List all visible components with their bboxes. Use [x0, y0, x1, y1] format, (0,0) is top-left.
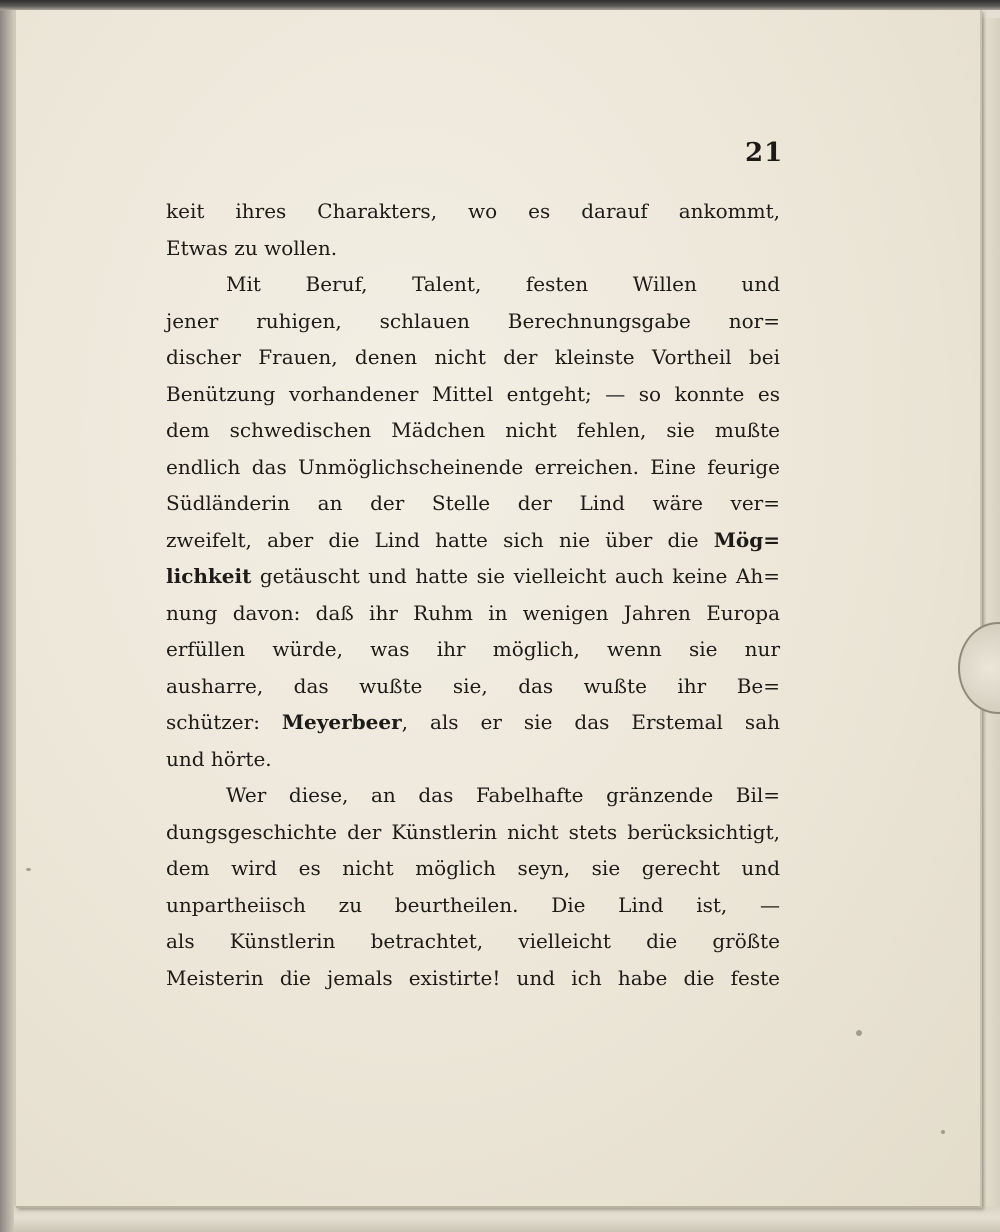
page-number: 21: [745, 138, 784, 168]
text-line: [166, 558, 780, 595]
text-segment: keit ihres Charakters, wo es darauf ankommt,: [166, 199, 780, 223]
underlying-page-edge: [980, 18, 1000, 1218]
text-segment: Etwas zu wollen.: [166, 235, 338, 260]
emphasized-text: Mög=: [713, 527, 780, 552]
text-line: [166, 814, 780, 851]
text-segment: dem wird es nicht möglich seyn, sie gerecht und: [166, 856, 780, 880]
text-segment: Wer diese, an das Fabelhafte gränzende Bil=: [226, 783, 780, 807]
text-segment: als Künstlerin betrachtet, vielleicht die größte: [166, 929, 780, 953]
text-line: [166, 960, 780, 997]
emphasized-text: lichkeit: [166, 564, 252, 588]
text-line: [166, 777, 780, 814]
text-segment: Benützung vorhandener Mittel entgeht; — so konnte es: [166, 381, 780, 406]
text-segment: zweifelt, aber die Lind hatte sich nie über die: [166, 527, 714, 552]
text-segment: unpartheiisch zu beurtheilen. Die Lind ist, —: [166, 892, 780, 917]
text-line: [166, 668, 780, 705]
text-segment: erfüllen würde, was ihr möglich, wenn sie nur: [166, 637, 780, 661]
text-line: [166, 449, 780, 486]
paper-spot: [856, 1030, 862, 1036]
text-line: [166, 595, 780, 632]
paper-spot: [26, 868, 31, 871]
underlying-page-bottom: [14, 1206, 1000, 1232]
text-segment: , als er sie das Erstemal sah: [401, 710, 780, 734]
text-line: [166, 193, 780, 230]
text-segment: Südländerin an der Stelle der Lind wäre ver=: [166, 491, 780, 515]
text-line: [166, 631, 780, 668]
text-line: [166, 266, 780, 303]
text-line: [166, 923, 780, 960]
text-segment: discher Frauen, denen nicht der kleinste Vortheil bei: [166, 345, 780, 369]
text-line: [166, 303, 780, 340]
text-segment: endlich das Unmöglichscheinende erreichen. Eine feurige: [166, 454, 780, 479]
text-segment: jener ruhigen, schlauen Berechnungsgabe nor=: [166, 308, 780, 333]
text-segment: dem schwedischen Mädchen nicht fehlen, sie mußte: [166, 418, 780, 442]
text-segment: nung davon: daß ihr Ruhm in wenigen Jahren Europa: [166, 600, 780, 625]
text-line: [166, 741, 780, 778]
text-segment: und hörte.: [166, 746, 272, 771]
text-line: [166, 376, 780, 413]
paper-spot: [941, 1130, 945, 1134]
body-text: [166, 193, 780, 996]
text-segment: dungsgeschichte der Künstlerin nicht stets berücksichtigt,: [166, 819, 780, 844]
text-segment: Mit Beruf, Talent, festen Willen und: [226, 272, 780, 296]
text-segment: schützer:: [166, 710, 282, 734]
text-line: [166, 887, 780, 924]
emphasized-text: Meyerbeer: [281, 710, 402, 734]
text-line: [166, 485, 780, 522]
text-segment: Meisterin die jemals existirte! und ich habe die feste: [166, 965, 780, 990]
text-line: [166, 704, 780, 741]
text-segment: ausharre, das wußte sie, das wußte ihr Be=: [166, 673, 780, 698]
text-line: [166, 522, 780, 559]
text-line: [166, 850, 780, 887]
text-segment: getäuscht und hatte sie vielleicht auch keine Ah=: [251, 564, 780, 588]
text-line: [166, 230, 780, 267]
text-line: [166, 339, 780, 376]
text-line: [166, 412, 780, 449]
book-top-edge: [0, 0, 1000, 10]
